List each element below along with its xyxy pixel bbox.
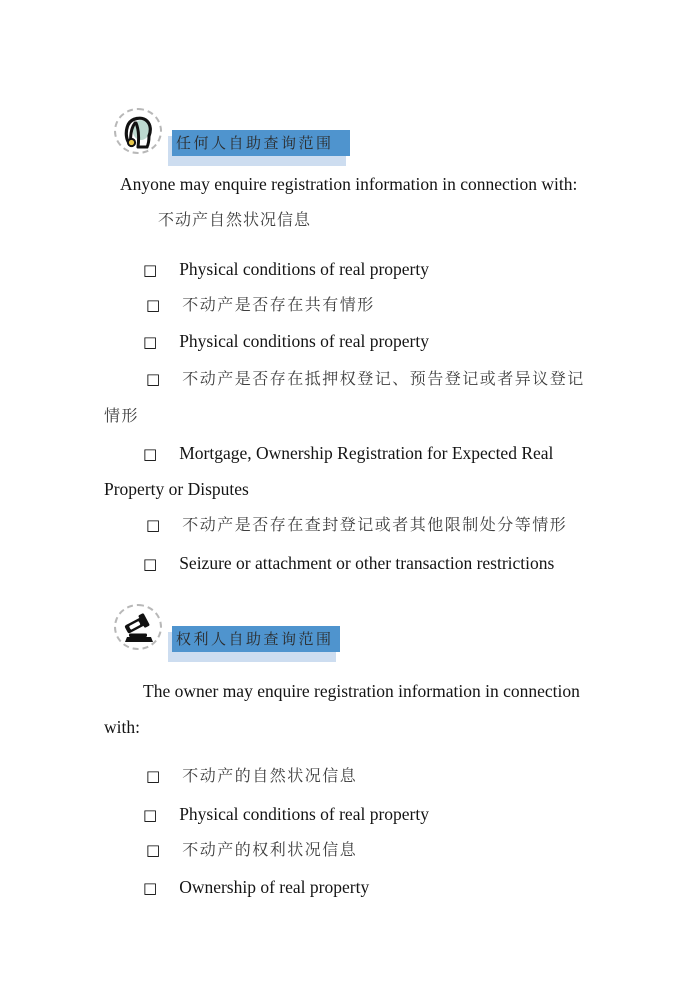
section-title-owner: 权利人自助查询范围 bbox=[172, 626, 340, 652]
section-title-wrap-owner bbox=[172, 626, 340, 656]
checkbox-icon: □ bbox=[143, 261, 158, 279]
person-head-icon bbox=[108, 108, 170, 160]
intro-text-owner-en-continuation: with: bbox=[104, 717, 140, 737]
section-title-anyone: 任何人自助查询范围 bbox=[172, 130, 350, 156]
list-item bbox=[146, 763, 357, 789]
intro-text-anyone-cn: 不动产自然状况信息 bbox=[158, 210, 312, 229]
list-item-label: 不动产的权利状况信息 bbox=[182, 840, 358, 859]
checkbox-icon: □ bbox=[143, 333, 158, 351]
list-item-label: 不动产的自然状况信息 bbox=[182, 766, 358, 785]
checkbox-icon: □ bbox=[143, 445, 158, 463]
list-item bbox=[143, 874, 369, 900]
intro-text-owner-en: The owner may enquire registration information in connection bbox=[143, 681, 580, 701]
person-head-glyph bbox=[118, 112, 160, 152]
section-title-wrap-anyone bbox=[172, 130, 350, 160]
checkbox-icon: □ bbox=[143, 555, 158, 573]
checkbox-icon: □ bbox=[146, 516, 161, 534]
checkbox-icon: □ bbox=[146, 296, 161, 314]
list-item-continuation: 情形 bbox=[104, 406, 140, 425]
checkbox-icon: □ bbox=[146, 370, 161, 388]
list-item-label: Ownership of real property bbox=[179, 877, 370, 897]
gavel-glyph bbox=[118, 608, 160, 648]
checkbox-icon: □ bbox=[143, 806, 158, 824]
list-item bbox=[143, 328, 429, 354]
list-item bbox=[146, 837, 357, 863]
list-item-label: Physical conditions of real property bbox=[179, 259, 429, 279]
section-heading-anyone bbox=[108, 108, 350, 160]
intro-text-anyone-en: Anyone may enquire registration information in connection with: bbox=[120, 174, 578, 194]
list-item-label: 不动产是否存在共有情形 bbox=[182, 295, 375, 314]
checkbox-icon: □ bbox=[143, 879, 158, 897]
section-heading-owner bbox=[108, 604, 340, 656]
list-item-label: Mortgage, Ownership Registration for Expected Real bbox=[179, 443, 554, 463]
list-item-label: Physical conditions of real property bbox=[179, 804, 429, 824]
checkbox-icon: □ bbox=[146, 767, 161, 785]
list-item bbox=[143, 550, 554, 576]
list-item bbox=[143, 256, 429, 282]
gavel-icon bbox=[108, 604, 170, 656]
list-item-continuation: Property or Disputes bbox=[104, 479, 249, 499]
list-item bbox=[146, 292, 375, 318]
list-item bbox=[146, 366, 585, 392]
list-item-label: 不动产是否存在抵押权登记、预告登记或者异议登记 bbox=[182, 369, 585, 388]
list-item-label: 不动产是否存在查封登记或者其他限制处分等情形 bbox=[182, 515, 568, 534]
list-item-label: Physical conditions of real property bbox=[179, 331, 429, 351]
list-item bbox=[143, 801, 429, 827]
list-item bbox=[143, 440, 553, 466]
checkbox-icon: □ bbox=[146, 841, 161, 859]
list-item bbox=[146, 512, 567, 538]
list-item-label: Seizure or attachment or other transaction restrictions bbox=[179, 553, 555, 573]
